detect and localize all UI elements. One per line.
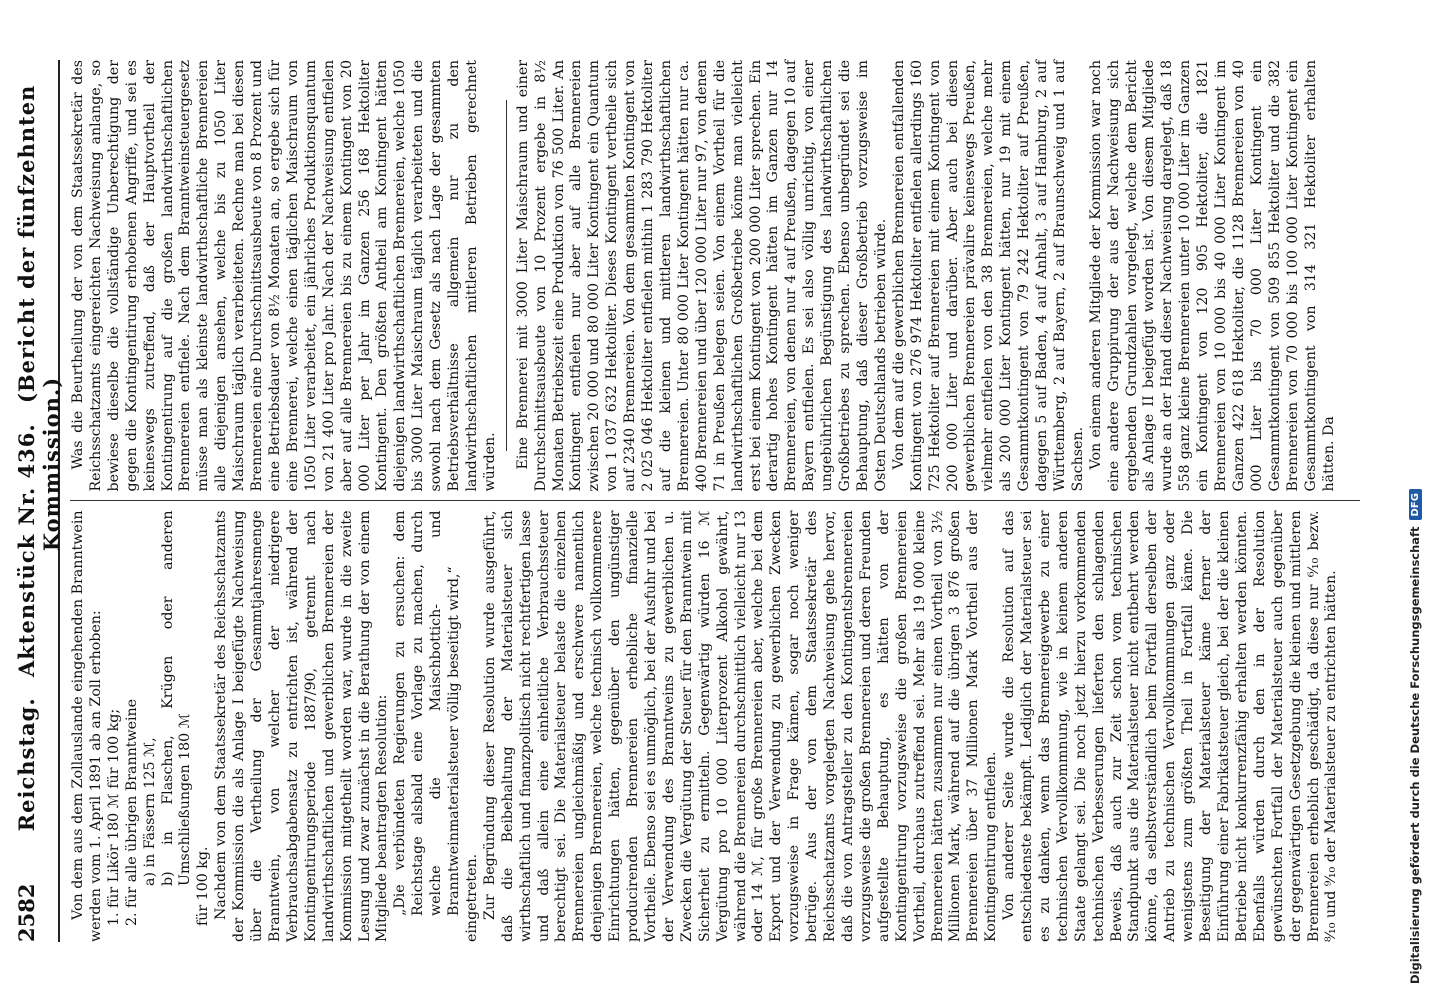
paragraph: Eine Brennerei mit 3000 Liter Maischraum und einer Durchschnittsausbeute von 10 Prozent ergebe in 8½ Monaten Betriebszeit eine Produktion von 76 500 Liter. An Kontingent entfielen nur aber auf alle Brennereien zwischen 20 000 und 80 000 Liter Kontingent ein Quantum von 1 037 632 Hektoliter. Dieses Kontingent vertheile sich auf 2340 Brennereien. Von dem gesammten Kontingent von 2 025 046 Hektoliter entfielen mithin 1 283 790 Hektoliter auf die kleinen und mittleren landwirthschaftlichen Brennereien. Unter 80 000 Liter Kontingent hätten nur ca. 400 Brennereien und über 120 000 Liter nur 97, von denen 71 in Preußen belegen seien. Von einem Vortheil für die landwirthschaftlichen Großbetriebe könne man vielleicht erst bei einem Kontingent von 200 000 Liter sprechen. Ein derartig hohes Kontingent hätten im Ganzen nur 14 Brennereien, von denen nur 4 auf Preußen, dagegen 10 auf Bayern entfielen. Es sei also völlig unrichtig, von einer ungebührlichen Begünstigung des landwirthschaftlichen Großbetriebes zu sprechen. Ebenso unbegründet sei die Behauptung, daß dieser Großbetrieb vorzugsweise im Osten Deutschlands betrieben würde. [514,60,889,492]
digitization-sidebar [1406,0,1428,1000]
paragraph: Von einem anderen Mitgliede der Kommission war noch eine andere Gruppirung der aus der Nachweisung sich ergebenden Grundzahlen vorgelegt, welche dem Bericht als Anlage II beigefügt worden ist. Von diesem Mitgliede wurde an der Hand dieser Nachweisung dargelegt, daß 18 558 ganz kleine Brennereien unter 10 000 Liter im Ganzen ein Kontingent von 120 905 Hektoliter, die 1821 Brennereien von 10 000 bis 40 000 Liter Kontingent im Ganzen 422 618 Hektoliter, die 1128 Brennereien von 40 000 Liter bis 70 000 Liter Kontingent ein Gesammtkontingent von 509 855 Hektoliter und die 382 Brennereien von 70 000 bis 100 000 Liter Kontingent ein Gesammtkontingent von 314 321 Hektoliter erhalten hätten. Da [1087,60,1337,492]
title-right: (Bericht der fünfzehnten Kommission.) [14,84,64,552]
paragraph: Von dem auf die gewerblichen Brennereien entfallenden Kontingent von 276 974 Hektoliter entfielen allerdings 160 725 Hektoliter auf Brennereien mit einem Kontingent von 200 000 Liter und darüber. Aber auch bei diesen gewerblichen Brennereien prävalire keineswegs Preußen, vielmehr entfielen von den 38 Brennereien, welche mehr als 200 000 Liter Kontingent hätten, nur 19 mit einem Gesammtkontingent von 79 242 Hektoliter auf Preußen, dagegen 5 auf Baden, 4 auf Anhalt, 3 auf Hamburg, 2 auf Württemberg, 2 auf Bayern, 2 auf Braunschweig und 1 auf Sachsen. [890,60,1086,492]
title-mid: Aktenstück Nr. 436. [14,423,39,678]
paragraph: Nachdem von dem Staatssekretär des Reichsschatzamts der Kommission die als Anlage I beigefügte Nachweisung über die Vertheilung der Gesammtjahresmenge Branntwein, von welcher der niedrigere Verbrauchsabgabensatz zu entrichten ist, während der Kontingentirungsperiode 1887/90, getrennt nach landwirthschaftlichen und gewerblichen Brennereien der Kommission mitgetheilt worden war, wurde in die zweite Lesung und zwar zunächst in die Berathung der von einem Mitgliede beantragten Resolution: [213,510,391,942]
paragraph: Von dem aus dem Zollauslande eingehenden Branntwein werden vom 1. April 1891 ab an Zoll erhoben: [70,510,104,942]
text-columns [70,60,1360,942]
page-number: 2582 [14,883,39,942]
sub-list-item: b) in Flaschen, Krügen oder anderen Umschließungen 180 ℳ [159,510,194,886]
paragraph: Von anderer Seite wurde die Resolution auf das entschiedenste bekämpft. Lediglich der Materialsteuer sei es zu danken, wenn das Brennereigewerbe zu einer technischen Vervollkommnung, wie in keinem anderen Staate gelangt sei. Die noch jetzt hierzu vorkommenden technischen Verbesserungen lieferten den schlagenden Beweis, daß auch zur Zeit schon vom technischen Standpunkt aus die Materialsteuer nicht entbehrt werden könne, da selbstverständlich beim Fortfall derselben der Antrieb zu technischen Vervollkommnungen ganz oder wenigstens zum größten Theil in Fortfall käme. Die Beseitigung der Materialsteuer käme ferner der Einführung einer Fabrikatsteuer gleich, bei der die kleinen Betriebe nicht konkurrenzfähig erhalten werden könnten. Ebenfalls würden durch den in der Resolution gewünschten Fortfall der Materialsteuer auch gegenüber der gegenwärtigen Gesetzgebung die kleinen und mittleren Brennereien erheblich geschädigt, da diese nur ⁶⁄₁₀ bezw. ⁸⁄₁₀ und ⁹⁄₁₀ der Materialsteuer zu entrichten hätten. [1001,510,1340,942]
list-item: 2. für alle übrigen Branntweine [123,698,140,926]
column-right [70,60,1360,492]
paragraph: Was die Beurtheilung der von dem Staatssekretär des Reichsschatzamts eingereichten Nachweisung anlange, so bewiese dieselbe die vollständige Unberechtigung der gegen die Kontingentirung erhobenen Angriffe, und sei es keineswegs zutreffend, daß der Hauptvortheil der Kontingentirung auf die großen landwirthschaftlichen Brennereien entfiele. Nach dem Branntweinsteuergesetz müsse man als kleinste landwirthschaftliche Brennereien alle diejenigen ansehen, welche bis zu 1050 Liter Maischraum täglich verarbeiteten. Rechne man bei diesen Brennereien eine Durchschnittsausbeute von 8 Prozent und eine Betriebsdauer von 8½ Monaten an, so ergebe sich für eine Brennerei, welche einen täglichen Maischraum von 1050 Liter verarbeitet, ein jährliches Produktionsquantum von 21 400 Liter pro Jahr. Nach der Nachweisung entfielen aber auf alle Brennereien bis zu einem Kontingent von 20 000 Liter per Jahr im Ganzen 256 168 Hektoliter Kontingent. Den größten Antheil am Kontingent hätten diejenigen landwirthschaftlichen Brennereien, welche 1050 bis 3000 Liter Maischraum täglich verarbeiteten und die sowohl nach dem Gesetz als nach Lage der gesammten Betriebsverhältnisse allgemein nur zu den landwirthschaftlichen mittleren Betrieben gerechnet würden. [70,60,498,492]
sub-list-item: a) in Fässern 125 ℳ, [141,737,158,886]
resolution-quote: „Die verbündeten Regierungen zu ersuchen: dem Reichstage alsbald eine Vorlage zu machen, durch welche die Maischbottich- und Branntweinmaterialsteuer völlig beseitigt wird,“ [392,510,463,916]
paragraph: Zur Begründung dieser Resolution wurde ausgeführt, daß die Beibehaltung der Materialsteuer sich wirthschaftlich und finanzpolitisch nicht rechtfertigen lasse und daß allein eine einheitliche Verbrauchssteuer berechtigt sei. Die Materialsteuer belaste die einzelnen Brennereien ungleichmäßig und erschwere namentlich denjenigen Brennereien, welche technisch vollkommenere Einrichtungen hätten, gegenüber den ungünstiger producirenden Brennereien erhebliche finanzielle Vortheile. Ebenso sei es unmöglich, bei der Ausfuhr und bei der Verwendung des Branntweins zu gewerblichen u. Zwecken die Vergütung der Steuer für den Branntwein mit Sicherheit zu ermitteln. Gegenwärtig würden 16 ℳ Vergütung pro 10 000 Literprozent Alkohol gewährt, während die Brennereien durchschnittlich vielleicht nur 13 oder 14 ℳ, für große Brennereien aber, welche bei dem Export und der Verwendung zu gewerblichen Zwecken vorzugsweise in Frage kämen, sogar noch weniger betrüge. Aus der von dem Staatssekretär des Reichsschatzamts vorgelegten Nachweisung gehe hervor, daß die von Antragsteller zu den Kontingentsbrennereien vorzugsweise die großen Brennereien und deren Freunden aufgestellte Behauptung, es hätten von der Kontingentirung vorzugsweise die großen Brennereien Vortheil, durchaus zutreffend sei. Mehr als 19 000 kleine Brennereien hätten zusammen nur einen Vortheil von 3½ Millionen Mark, während auf die übrigen 3 876 großen Brennereien über 37 Millionen Mark Vortheil aus der Kontingentirung entfielen. [481,510,1000,942]
section-rule [506,100,507,452]
paragraph: eingetreten. [463,853,480,942]
column-divider [70,501,1360,502]
title-left: Reichstag. [14,697,39,832]
digitization-credit [1408,4,1422,984]
column-left [70,511,1360,943]
page-header [14,60,64,942]
list-item: 1. für Likör 180 ℳ für 100 kg; [105,708,122,926]
credit-text: Digitalisierung gefördert durch die Deutsche Forschungsgemeinschaft [1408,526,1422,984]
dfg-logo: DFG [1409,489,1422,520]
list-item: für 100 kg. [195,846,212,926]
page-title [14,60,64,862]
